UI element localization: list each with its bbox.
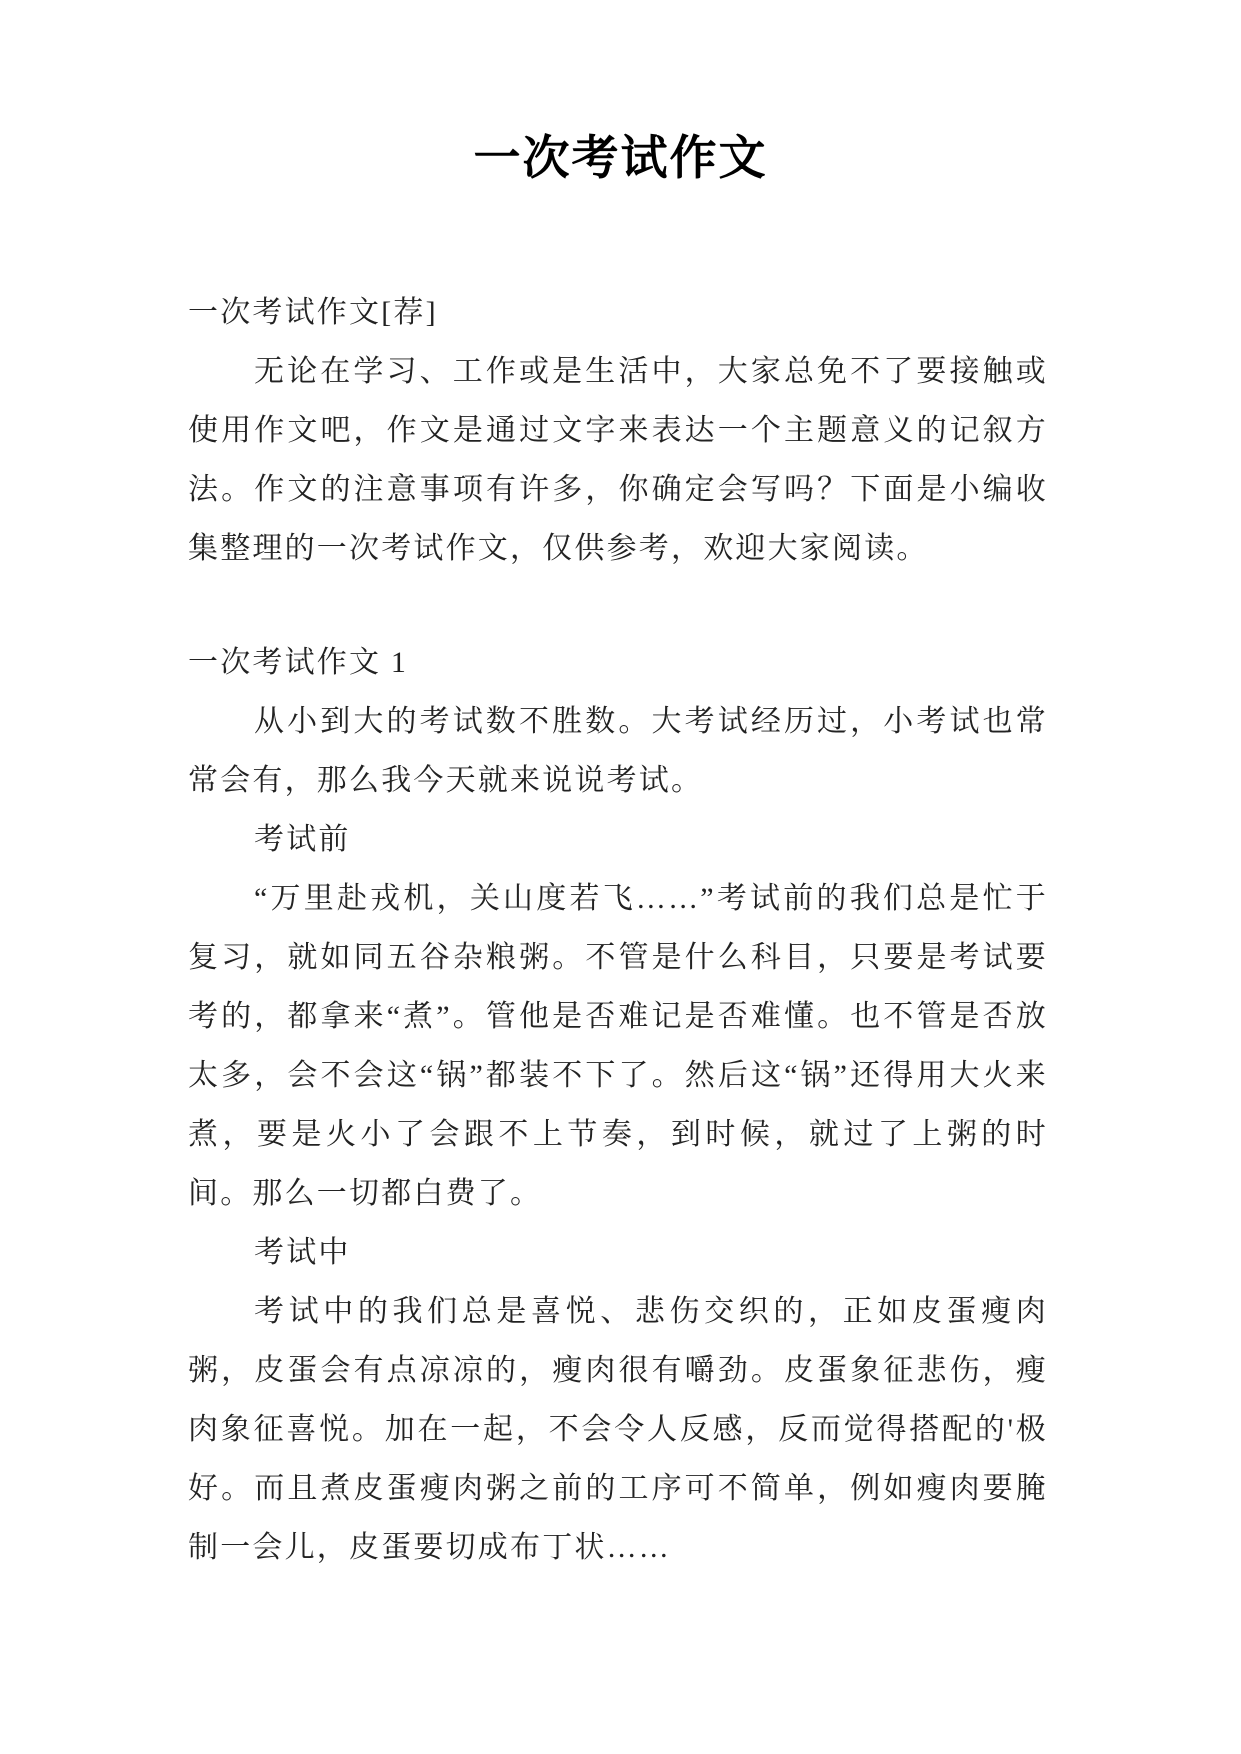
- paragraph-body: 从小到大的考试数不胜数。大考试经历过，小考试也常常会有，那么我今天就来说说考试。: [188, 705, 1048, 797]
- paragraph-intro: 无论在学习、工作或是生活中，大家总免不了要接触或使用作文吧，作文是通过文字来表达一个主题意义的记叙方法。作文的注意事项有许多，你确定会写吗？下面是小编收集整理的一次考试作文，仅供参考，欢迎大家阅读。: [188, 355, 1048, 565]
- sub-heading-before-exam: 考试前: [254, 823, 351, 856]
- sub-heading-during-exam: 考试中: [254, 1236, 351, 1269]
- essay-body: [188, 283, 1048, 1577]
- page-title: 一次考试作文: [473, 133, 768, 185]
- section-heading-essay-1: 一次考试作文 1: [188, 646, 409, 679]
- paragraph-body: “万里赴戎机，关山度若飞……”考试前的我们总是忙于复习，就如同五谷杂粮粥。不管是什么科目，只要是考试要考的，都拿来“煮”。管他是否难记是否难懂。也不管是否放太多，会不会这“锅”都装不下了。然后这“锅”还得用大火来煮，要是火小了会跟不上节奏，到时候，就过了上粥的时间。那么一切都白费了。: [188, 882, 1048, 1210]
- paragraph-body: 考试中的我们总是喜悦、悲伤交织的，正如皮蛋瘦肉粥，皮蛋会有点凉凉的，瘦肉很有嚼劲。皮蛋象征悲伤，瘦肉象征喜悦。加在一起，不会令人反感，反而觉得搭配的'极好。而且煮皮蛋瘦肉粥之前的工序可不简单，例如瘦肉要腌制一会儿，皮蛋要切成布丁状……: [188, 1295, 1048, 1564]
- paragraph-subtitle-label: 一次考试作文[荐]: [188, 296, 438, 329]
